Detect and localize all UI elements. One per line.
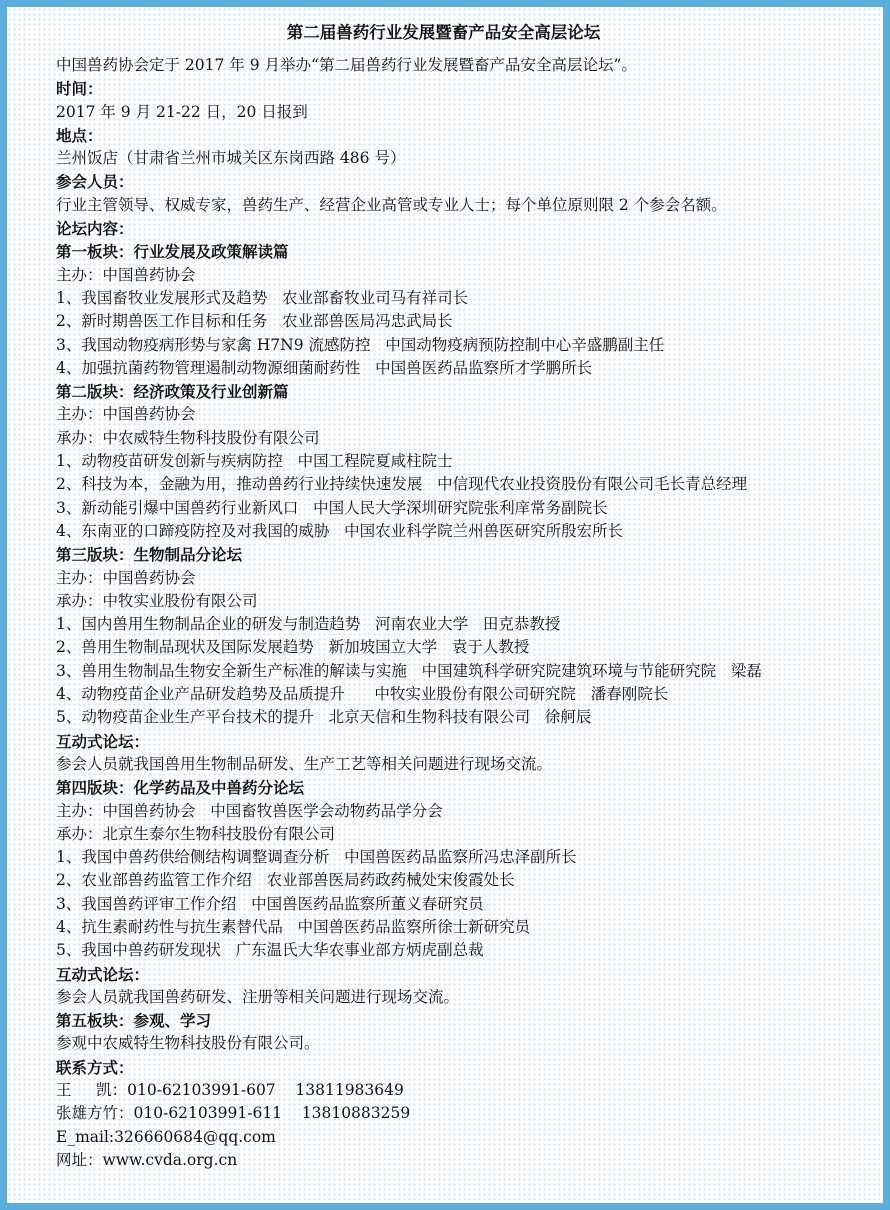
text-line: 参会人员就我国兽药研发、注册等相关问题进行现场交流。 xyxy=(56,987,460,1006)
text-line: 参观中农威特生物科技股份有限公司。 xyxy=(56,1034,320,1053)
text-line: E_mail:326660684@qq.com xyxy=(56,1127,276,1146)
text-line: 4、动物疫苗企业产品研发趋势及品质提升 中牧实业股份有限公司研究院 潘春刚院长 xyxy=(56,685,669,704)
section-heading: 论坛内容： xyxy=(56,219,134,239)
text-line: 主办：中国兽药协会 中国畜牧兽医学会动物药品学分会 xyxy=(56,801,443,820)
section-heading: 第一板块：行业发展及政策解读篇 xyxy=(56,242,289,262)
text-line: 4、加强抗菌药物管理遏制动物源细菌耐药性 中国兽医药品监察所才学鹏所长 xyxy=(56,358,593,377)
text-line: 兰州饭店（甘肃省兰州市城关区东岗西路 486 号） xyxy=(56,149,406,168)
notice-body xyxy=(56,54,871,1172)
section-heading: 地点： xyxy=(56,125,103,145)
text-line: 3、我国动物疫病形势与家禽 H7N9 流感防控 中国动物疫病预防控制中心辛盛鹏副主任 xyxy=(56,335,665,354)
text-line: 1、动物疫苗研发创新与疾病防控 中国工程院夏咸柱院士 xyxy=(56,452,453,471)
text-line: 承办：北京生泰尔生物科技股份有限公司 xyxy=(56,824,336,843)
text-line: 2017 年 9 月 21-22 日，20 日报到 xyxy=(56,102,308,121)
text-line: 1、我国畜牧业发展形式及趋势 农业部畜牧业司马有祥司长 xyxy=(56,288,469,307)
text-line: 2、农业部兽药监管工作介绍 农业部兽医局药政药械处宋俊霞处长 xyxy=(56,871,515,890)
text-line: 2、新时期兽医工作目标和任务 农业部兽医局冯忠武局长 xyxy=(56,312,453,331)
text-line: 主办：中国兽药协会 xyxy=(56,568,196,587)
text-line: 行业主管领导、权威专家，兽药生产、经营企业高管或专业人士；每个单位原则限 2 个参会名额。 xyxy=(56,195,727,214)
text-line: 网址：www.cvda.org.cn xyxy=(56,1150,238,1169)
section-heading: 互动式论坛： xyxy=(56,964,150,984)
section-heading: 第二版块：经济政策及行业创新篇 xyxy=(56,382,289,402)
section-heading: 参会人员： xyxy=(56,172,134,192)
text-line: 主办：中国兽药协会 xyxy=(56,265,196,284)
section-heading: 第四版块：化学药品及中兽药分论坛 xyxy=(56,778,305,798)
text-line: 主办：中国兽药协会 xyxy=(56,405,196,424)
text-line: 3、我国兽药评审工作介绍 中国兽医药品监察所董义春研究员 xyxy=(56,894,484,913)
text-line: 4、东南亚的口蹄疫防控及对我国的威胁 中国农业科学院兰州兽医研究所殷宏所长 xyxy=(56,521,624,540)
text-line: 3、兽用生物制品生物安全新生产标准的解读与实施 中国建筑科学研究院建筑环境与节能研究院 梁磊 xyxy=(56,661,762,680)
text-line: 中国兽药协会定于 2017 年 9 月举办“第二届兽药行业发展暨畜产品安全高层论坛”。 xyxy=(56,56,637,74)
text-line: 参会人员就我国兽用生物制品研发、生产工艺等相关问题进行现场交流。 xyxy=(56,754,553,773)
text-line: 1、国内兽用生物制品企业的研发与制造趋势 河南农业大学 田克恭教授 xyxy=(56,615,561,634)
text-line: 3、新动能引爆中国兽药行业新风口 中国人民大学深圳研究院张利庠常务副院长 xyxy=(56,498,608,517)
section-heading: 第五板块：参观、学习 xyxy=(56,1011,212,1031)
text-line: 张雄方竹：010-62103991-611 13810883259 xyxy=(56,1104,411,1123)
text-line: 2、科技为本，金融为用，推动兽药行业持续快速发展 中信现代农业投资股份有限公司毛长青总经理 xyxy=(56,475,748,494)
text-line: 1、我国中兽药供给侧结构调整调查分析 中国兽医药品监察所冯忠泽副所长 xyxy=(56,848,577,867)
text-line: 王 凯：010-62103991-607 13811983649 xyxy=(56,1081,404,1100)
text-line: 5、动物疫苗企业生产平台技术的提升 北京天信和生物科技有限公司 徐舸辰 xyxy=(56,708,592,727)
text-line: 2、兽用生物制品现状及国际发展趋势 新加坡国立大学 袁于人教授 xyxy=(56,638,530,657)
section-heading: 互动式论坛： xyxy=(56,731,150,751)
section-heading: 时间： xyxy=(56,79,103,99)
text-line: 承办：中牧实业股份有限公司 xyxy=(56,591,258,610)
text-line: 4、抗生素耐药性与抗生素替代品 中国兽医药品监察所徐士新研究员 xyxy=(56,917,531,936)
page-title: 第二届兽药行业发展暨畜产品安全高层论坛 xyxy=(286,23,601,42)
section-heading: 联系方式： xyxy=(56,1057,134,1077)
section-heading: 第三版块：生物制品分论坛 xyxy=(56,545,243,565)
text-line: 5、我国中兽药研发现状 广东温氏大华农事业部方炳虎副总裁 xyxy=(56,941,484,960)
text-line: 承办：中农威特生物科技股份有限公司 xyxy=(56,428,320,447)
